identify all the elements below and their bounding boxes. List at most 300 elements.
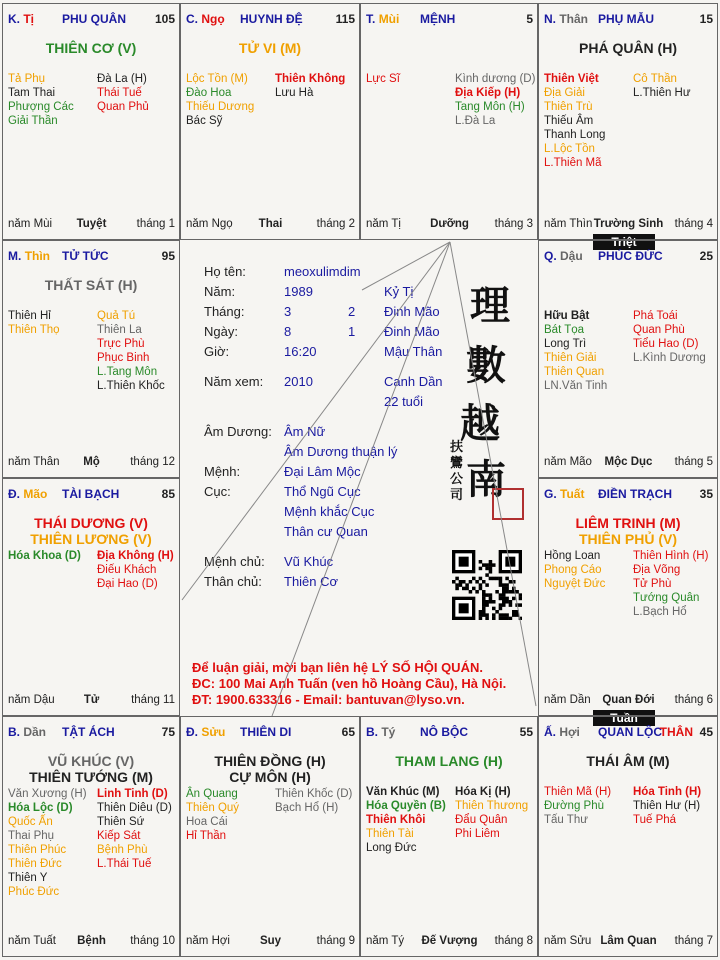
main-stars bbox=[3, 277, 179, 293]
palace-footer bbox=[544, 935, 713, 949]
minor-star: Thiên Hư (H) bbox=[633, 800, 701, 812]
palace-header bbox=[186, 12, 355, 28]
earthly-branch: Mùi bbox=[378, 12, 400, 26]
left-star-list bbox=[366, 785, 446, 855]
palace-year: năm Hợi bbox=[186, 935, 230, 947]
minor-star: L.Thiên Hư bbox=[633, 87, 691, 99]
minor-star: L.Kình Dương bbox=[633, 352, 706, 364]
right-star-list bbox=[455, 785, 528, 841]
palace-header bbox=[544, 12, 713, 28]
minor-star: Nguyệt Đức bbox=[544, 578, 606, 590]
menh-value: Đại Lâm Mộc bbox=[284, 464, 361, 479]
main-stars bbox=[3, 515, 179, 547]
minor-star: Địa Kiếp (H) bbox=[455, 87, 521, 99]
palace-footer bbox=[8, 218, 175, 232]
palace-name: NÔ BỘC bbox=[420, 725, 468, 739]
palace-name: PHỤ MẪU bbox=[598, 12, 654, 26]
hour-label: Giờ: bbox=[204, 344, 230, 359]
minor-star: L.Thiên Khốc bbox=[97, 380, 165, 392]
main-stars bbox=[181, 40, 359, 56]
palace-cell bbox=[2, 716, 180, 957]
palace-cell bbox=[538, 3, 718, 240]
palace-month: tháng 5 bbox=[674, 456, 713, 468]
heavenly-stem: Đ. bbox=[8, 487, 20, 501]
palace-header bbox=[366, 725, 533, 741]
minor-star: Long Đức bbox=[366, 842, 417, 854]
earthly-branch: Thân bbox=[559, 12, 589, 26]
heavenly-stem: Đ. bbox=[186, 725, 198, 739]
minor-star: Hồng Loan bbox=[544, 550, 601, 562]
minor-star: Đào Hoa bbox=[186, 87, 232, 99]
minor-star: Thiên Hỉ bbox=[8, 310, 51, 322]
minor-star: Phong Cáo bbox=[544, 564, 602, 576]
left-star-list bbox=[544, 309, 607, 393]
minor-star: L.Tang Môn bbox=[97, 366, 158, 378]
main-star: THẤT SÁT (H) bbox=[44, 277, 138, 293]
palace-cell bbox=[538, 716, 718, 957]
palace-month: tháng 6 bbox=[674, 694, 713, 706]
palace-year: năm Mùi bbox=[8, 218, 53, 230]
palace-footer bbox=[366, 218, 533, 232]
minor-star: Đại Hao (D) bbox=[97, 578, 158, 590]
decade-number: 85 bbox=[161, 487, 175, 501]
main-star: THAM LANG (H) bbox=[395, 753, 503, 769]
right-star-list bbox=[97, 309, 165, 393]
day-can-chi: Đinh Mão bbox=[384, 324, 440, 339]
heavenly-stem: N. bbox=[544, 12, 556, 26]
palace-cell bbox=[2, 3, 180, 240]
earthly-branch: Sửu bbox=[201, 725, 226, 739]
right-star-list bbox=[97, 72, 149, 114]
minor-star: Giải Thần bbox=[8, 115, 58, 127]
palace-name: THIÊN DI bbox=[240, 725, 292, 739]
right-star-list bbox=[633, 549, 708, 619]
left-star-list bbox=[8, 309, 60, 337]
main-star: THIÊN CƠ (V) bbox=[45, 40, 137, 56]
heavenly-stem: K. bbox=[8, 12, 20, 26]
minor-star: L.Lộc Tồn bbox=[544, 143, 595, 155]
minor-star: Quan Phủ bbox=[97, 101, 149, 113]
minor-star: Địa Võng bbox=[633, 564, 681, 576]
palace-month: tháng 8 bbox=[494, 935, 533, 947]
cuc-value: Thổ Ngũ Cục bbox=[284, 484, 361, 499]
day-solar: 8 bbox=[284, 324, 292, 339]
right-star-list bbox=[455, 72, 535, 128]
palace-footer bbox=[8, 456, 175, 470]
contact-address: ĐC: 100 Mai Anh Tuấn (ven hồ Hoàng Cầu), Hà Nội. bbox=[192, 676, 507, 691]
amduong-label: Âm Dương: bbox=[204, 424, 272, 439]
earthly-branch: Dần bbox=[23, 725, 47, 739]
palace-footer bbox=[366, 935, 533, 949]
minor-star: Địa Giải bbox=[544, 87, 585, 99]
heavenly-stem: B. bbox=[366, 725, 378, 739]
palace-month: tháng 11 bbox=[131, 694, 175, 706]
minor-star: Thai Phụ bbox=[8, 830, 55, 842]
minor-star: Thiên Trù bbox=[544, 101, 593, 113]
palace-year: năm Tị bbox=[366, 218, 401, 230]
minor-star: Trực Phù bbox=[97, 338, 145, 350]
palace-name: QUAN LỘC bbox=[598, 725, 662, 739]
palace-name: PHÚC ĐỨC bbox=[598, 249, 663, 263]
minor-star: Đẩu Quân bbox=[455, 814, 508, 826]
palace-cell bbox=[180, 716, 360, 957]
minor-star: Thiên Khôi bbox=[366, 814, 426, 826]
minor-star: Tử Phù bbox=[633, 578, 672, 590]
minor-star: Thiên Giải bbox=[544, 352, 597, 364]
palace-header bbox=[8, 249, 175, 265]
main-star: VŨ KHÚC (V) bbox=[47, 753, 135, 769]
left-star-list bbox=[544, 549, 605, 591]
main-star: PHÁ QUÂN (H) bbox=[579, 40, 677, 56]
life-phase: Bệnh bbox=[77, 935, 106, 947]
minor-star: Đường Phù bbox=[544, 800, 604, 812]
right-star-list bbox=[97, 787, 172, 871]
earthly-branch: Tuất bbox=[560, 487, 585, 501]
hour-can-chi: Mậu Thân bbox=[384, 344, 443, 359]
palace-cell bbox=[538, 478, 718, 716]
main-star: THIÊN PHỦ (V) bbox=[579, 531, 677, 547]
view-year-can-chi: Canh Dần bbox=[384, 374, 443, 389]
palace-name: MỆNH bbox=[420, 12, 456, 26]
left-star-list bbox=[544, 785, 611, 827]
menh-label: Mệnh: bbox=[204, 464, 241, 479]
minor-star: Hóa Tinh (H) bbox=[633, 786, 702, 798]
minor-star: Thiên Đức bbox=[8, 858, 62, 870]
palace-footer bbox=[8, 935, 175, 949]
minor-star: Thiên Thọ bbox=[8, 324, 60, 336]
main-stars bbox=[361, 753, 537, 769]
minor-star: Thanh Long bbox=[544, 129, 606, 141]
minor-star: Kiếp Sát bbox=[97, 830, 141, 842]
minor-star: Quả Tú bbox=[97, 310, 136, 322]
menh-chu-label: Mệnh chủ: bbox=[204, 554, 265, 569]
life-phase: Mộc Dục bbox=[604, 456, 653, 468]
decade-number: 45 bbox=[699, 725, 713, 739]
calligraphy-char-2: 數 bbox=[466, 342, 506, 389]
minor-star: Cô Thần bbox=[633, 73, 677, 85]
decade-number: 25 bbox=[699, 249, 713, 263]
birth-year: 1989 bbox=[284, 284, 313, 299]
minor-star: Long Trì bbox=[544, 338, 587, 350]
earthly-branch: Mão bbox=[23, 487, 48, 501]
palace-footer bbox=[186, 218, 355, 232]
palace-cell bbox=[538, 240, 718, 478]
minor-star: Thiên La bbox=[97, 324, 142, 336]
life-phase: Suy bbox=[259, 935, 282, 947]
decade-number: 65 bbox=[341, 725, 355, 739]
minor-star: L.Đà La bbox=[455, 115, 496, 127]
minor-star: Bạch Hổ (H) bbox=[275, 802, 339, 814]
minor-star: Tả Phụ bbox=[8, 73, 46, 85]
month-label: Tháng: bbox=[204, 304, 245, 319]
earthly-branch: Hợi bbox=[559, 725, 580, 739]
palace-name: TỬ TỨC bbox=[62, 249, 109, 263]
than-marker: THÂN bbox=[659, 725, 693, 739]
right-star-list bbox=[633, 309, 706, 365]
age: 22 tuổi bbox=[384, 394, 424, 409]
minor-star: Tiểu Hao (D) bbox=[633, 338, 699, 350]
earthly-branch: Tị bbox=[23, 12, 35, 26]
main-star: THÁI ÂM (M) bbox=[586, 753, 670, 769]
palace-footer bbox=[544, 694, 713, 708]
earthly-branch: Thìn bbox=[24, 249, 51, 263]
palace-name: PHU QUÂN bbox=[62, 12, 127, 26]
palace-header bbox=[8, 12, 175, 28]
right-star-list bbox=[633, 72, 691, 100]
palace-footer bbox=[8, 694, 175, 708]
palace-year: năm Dần bbox=[544, 694, 591, 706]
palace-year: năm Thân bbox=[8, 456, 60, 468]
main-star: THIÊN TƯỚNG (M) bbox=[29, 769, 153, 785]
year-can-chi: Kỷ Tị bbox=[384, 284, 414, 299]
earthly-branch: Ngọ bbox=[201, 12, 225, 26]
name-label: Họ tên: bbox=[204, 264, 246, 279]
main-star: CỰ MÔN (H) bbox=[229, 769, 311, 785]
right-star-list bbox=[275, 72, 345, 100]
minor-star: Thiên Khốc (D) bbox=[275, 788, 353, 800]
month-lunar: 2 bbox=[348, 304, 356, 319]
main-star: LIÊM TRINH (M) bbox=[575, 515, 681, 531]
minor-star: Lộc Tồn (M) bbox=[186, 73, 248, 85]
minor-star: Quan Phù bbox=[633, 324, 685, 336]
palace-cell bbox=[2, 240, 180, 478]
minor-star: Thiếu Âm bbox=[544, 115, 594, 127]
view-year: 2010 bbox=[284, 374, 313, 389]
heavenly-stem: Q. bbox=[544, 249, 557, 263]
decade-number: 55 bbox=[519, 725, 533, 739]
minor-star: Thiên Tài bbox=[366, 828, 414, 840]
minor-star: L.Bạch Hổ bbox=[633, 606, 687, 618]
main-star: THIÊN ĐỒNG (H) bbox=[214, 753, 326, 769]
palace-year: năm Ngọ bbox=[186, 218, 233, 230]
minor-star: Thiên Phúc bbox=[8, 844, 67, 856]
minor-star: Tấu Thư bbox=[544, 814, 588, 826]
right-star-list bbox=[97, 549, 174, 591]
than-chu-label: Thân chủ: bbox=[204, 574, 262, 589]
minor-star: Hóa Lộc (D) bbox=[8, 802, 73, 814]
triet-marker: Triệt bbox=[593, 234, 655, 250]
life-phase: Quan Đới bbox=[602, 694, 655, 706]
decade-number: 15 bbox=[699, 12, 713, 26]
palace-header bbox=[544, 725, 713, 741]
minor-star: Thiên Không bbox=[275, 73, 346, 85]
left-star-list bbox=[544, 72, 605, 170]
palace-footer bbox=[186, 935, 355, 949]
main-star: THÁI DƯƠNG (V) bbox=[34, 515, 148, 531]
palace-month: tháng 1 bbox=[136, 218, 175, 230]
main-star: TỬ VI (M) bbox=[238, 40, 302, 56]
life-phase: Mộ bbox=[83, 456, 100, 468]
minor-star: Thiên Sứ bbox=[97, 816, 145, 828]
right-star-list bbox=[633, 785, 701, 827]
palace-year: năm Dậu bbox=[8, 694, 55, 706]
palace-name: TẬT ÁCH bbox=[62, 725, 115, 739]
life-phase: Dưỡng bbox=[430, 218, 469, 230]
view-year-label: Năm xem: bbox=[204, 374, 264, 389]
palace-year: năm Mão bbox=[544, 456, 592, 468]
palace-name: HUYNH ĐỆ bbox=[240, 12, 303, 26]
heavenly-stem: Ấ. bbox=[544, 725, 556, 739]
decade-number: 75 bbox=[161, 725, 175, 739]
contact-phone-email: ĐT: 1900.633316 - Email: bantuvan@lyso.vn. bbox=[192, 692, 465, 707]
minor-star: Hóa Khoa (D) bbox=[8, 550, 81, 562]
minor-star: Tam Thai bbox=[8, 87, 56, 99]
palace-header bbox=[544, 249, 713, 265]
main-stars bbox=[539, 515, 717, 547]
heavenly-stem: C. bbox=[186, 12, 198, 26]
minor-star: Thiên Y bbox=[8, 872, 48, 884]
minor-star: Hoa Cái bbox=[186, 816, 228, 828]
than-cu-note: Thân cư Quan bbox=[284, 524, 368, 539]
palace-year: năm Tuất bbox=[8, 935, 56, 947]
minor-star: Quốc Ấn bbox=[8, 816, 53, 828]
life-phase: Đế Vượng bbox=[421, 935, 478, 947]
decade-number: 5 bbox=[526, 12, 533, 26]
minor-star: Tang Môn (H) bbox=[455, 101, 525, 113]
calligraphy-char-1: 理 bbox=[470, 282, 510, 329]
heavenly-stem: G. bbox=[544, 487, 557, 501]
palace-footer bbox=[544, 456, 713, 470]
decade-number: 95 bbox=[161, 249, 175, 263]
left-star-list bbox=[8, 72, 74, 128]
minor-star: Phá Toái bbox=[633, 310, 678, 322]
palace-month: tháng 4 bbox=[674, 218, 713, 230]
palace-name: ĐIỀN TRẠCH bbox=[598, 487, 672, 501]
left-star-list bbox=[366, 72, 400, 86]
palace-month: tháng 2 bbox=[316, 218, 355, 230]
minor-star: Bác Sỹ bbox=[186, 115, 223, 127]
left-star-list bbox=[8, 549, 81, 563]
heavenly-stem: M. bbox=[8, 249, 22, 263]
palace-year: năm Tý bbox=[366, 935, 405, 947]
minor-star: Phi Liêm bbox=[455, 828, 500, 840]
palace-cell bbox=[2, 478, 180, 716]
day-label: Ngày: bbox=[204, 324, 238, 339]
earthly-branch: Dậu bbox=[560, 249, 583, 263]
main-stars bbox=[539, 40, 717, 56]
life-phase: Thai bbox=[258, 218, 283, 230]
cuc-note: Mệnh khắc Cục bbox=[284, 504, 375, 519]
palace-header bbox=[8, 725, 175, 741]
minor-star: Phục Binh bbox=[97, 352, 150, 364]
palace-header bbox=[8, 487, 175, 503]
contact-line-1: Để luận giải, mời bạn liên hệ LÝ SỐ HỘI QUÁN. bbox=[192, 660, 483, 675]
minor-star: Lưu Hà bbox=[275, 87, 314, 99]
minor-star: Ân Quang bbox=[186, 788, 238, 800]
minor-star: Phượng Các bbox=[8, 101, 74, 113]
earthly-branch: Tý bbox=[381, 725, 396, 739]
palace-month: tháng 10 bbox=[130, 935, 175, 947]
amduong-value: Âm Nữ bbox=[284, 424, 326, 439]
calligraphy-char-4: 南 bbox=[466, 456, 506, 503]
minor-star: Linh Tinh (D) bbox=[97, 788, 168, 800]
left-star-list bbox=[186, 787, 239, 843]
than-chu-value: Thiên Cơ bbox=[284, 574, 339, 589]
tuan-marker: Tuần bbox=[593, 710, 655, 726]
palace-header bbox=[366, 12, 533, 28]
cuc-label: Cục: bbox=[204, 484, 231, 499]
year-label: Năm: bbox=[204, 284, 236, 299]
minor-star: Thiên Quan bbox=[544, 366, 605, 378]
minor-star: Tuế Phá bbox=[633, 814, 677, 826]
minor-star: Kình dương (D) bbox=[455, 73, 536, 85]
palace-cell bbox=[180, 3, 360, 240]
minor-star: Điếu Khách bbox=[97, 564, 157, 576]
left-star-list bbox=[186, 72, 254, 128]
minor-star: Văn Khúc (M) bbox=[366, 786, 440, 798]
minor-star: Thiên Diêu (D) bbox=[97, 802, 172, 814]
minor-star: Thiên Hình (H) bbox=[633, 550, 709, 562]
right-star-list bbox=[275, 787, 352, 815]
minor-star: Hóa Quyền (B) bbox=[366, 800, 446, 812]
palace-year: năm Thìn bbox=[544, 218, 593, 230]
main-stars bbox=[3, 40, 179, 56]
minor-star: Phúc Đức bbox=[8, 886, 60, 898]
minor-star: Hỉ Thần bbox=[186, 830, 227, 842]
main-stars bbox=[181, 753, 359, 785]
birth-hour: 16:20 bbox=[284, 344, 317, 359]
palace-cell bbox=[360, 716, 538, 957]
minor-star: Thiên Quý bbox=[186, 802, 240, 814]
main-stars bbox=[3, 753, 179, 785]
life-phase: Tuyệt bbox=[76, 218, 107, 230]
minor-star: Thiếu Dương bbox=[186, 101, 255, 113]
palace-header bbox=[186, 725, 355, 741]
minor-star: Văn Xương (H) bbox=[8, 788, 87, 800]
minor-star: Thái Tuế bbox=[97, 87, 142, 99]
minor-star: L.Thiên Mã bbox=[544, 157, 602, 169]
month-solar: 3 bbox=[284, 304, 292, 319]
left-star-list bbox=[8, 787, 87, 899]
minor-star: Tướng Quân bbox=[633, 592, 700, 604]
minor-star: Bệnh Phù bbox=[97, 844, 148, 856]
minor-star: Địa Không (H) bbox=[97, 550, 174, 562]
month-can-chi: Đinh Mão bbox=[384, 304, 440, 319]
minor-star: Thiên Thương bbox=[455, 800, 529, 812]
minor-star: Thiên Mã (H) bbox=[544, 786, 612, 798]
minor-star: LN.Văn Tinh bbox=[544, 380, 608, 392]
amduong-note: Âm Dương thuận lý bbox=[284, 444, 398, 459]
palace-month: tháng 9 bbox=[316, 935, 355, 947]
palace-year: năm Sửu bbox=[544, 935, 592, 947]
decade-number: 115 bbox=[335, 12, 355, 26]
small-calligraphy: 扶 鸞 公 司 bbox=[450, 440, 464, 503]
palace-name: TÀI BẠCH bbox=[62, 487, 120, 501]
decade-number: 35 bbox=[699, 487, 713, 501]
minor-star: Bát Tọa bbox=[544, 324, 585, 336]
palace-cell bbox=[360, 3, 538, 240]
palace-month: tháng 7 bbox=[674, 935, 713, 947]
palace-header bbox=[544, 487, 713, 503]
main-stars bbox=[539, 753, 717, 769]
minor-star: Đà La (H) bbox=[97, 73, 147, 85]
day-lunar: 1 bbox=[348, 324, 356, 339]
minor-star: Hóa Kị (H) bbox=[455, 786, 511, 798]
main-star: THIÊN LƯƠNG (V) bbox=[30, 531, 152, 547]
life-phase: Trường Sinh bbox=[593, 218, 664, 230]
palace-month: tháng 12 bbox=[130, 456, 175, 468]
life-phase: Tử bbox=[83, 694, 100, 706]
name-value: meoxulimdim bbox=[284, 264, 361, 279]
heavenly-stem: B. bbox=[8, 725, 20, 739]
minor-star: L.Thái Tuế bbox=[97, 858, 152, 870]
menh-chu-value: Vũ Khúc bbox=[284, 554, 334, 569]
minor-star: Hữu Bật bbox=[544, 310, 590, 322]
palace-footer bbox=[544, 218, 713, 232]
heavenly-stem: T. bbox=[366, 12, 376, 26]
calligraphy-char-3: 越 bbox=[460, 400, 500, 447]
minor-star: Thiên Việt bbox=[544, 73, 599, 85]
